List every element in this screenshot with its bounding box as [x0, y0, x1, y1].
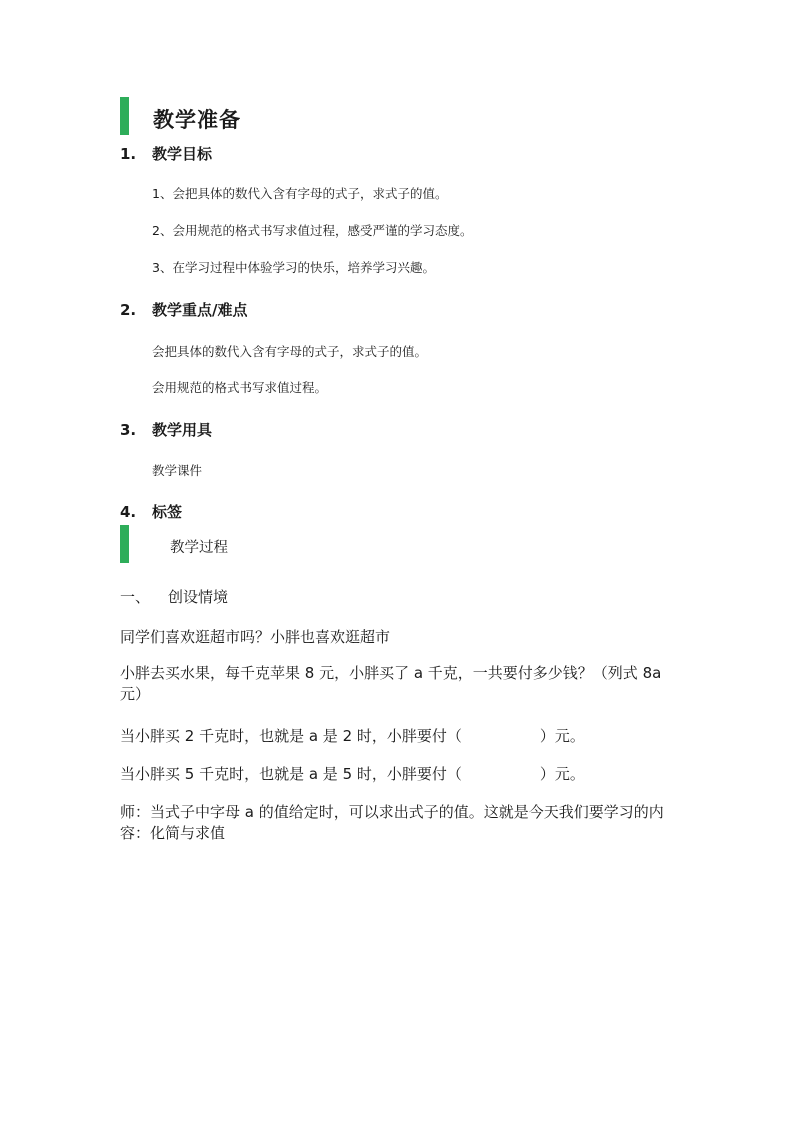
- section-number: 3.: [120, 421, 137, 439]
- part-title: 创设情境: [168, 588, 229, 606]
- section-accent-bar: [120, 525, 129, 563]
- section-title: 教学过程: [170, 540, 228, 556]
- section-heading-label: 教学目标: [152, 145, 213, 163]
- question-text: 当小胖买 2 千克时，也就是 a 是 2 时，小胖要付（: [120, 727, 462, 745]
- section-heading-keypoints: [120, 299, 247, 320]
- section-heading-tags: [120, 501, 182, 522]
- section-heading-goals: [120, 143, 212, 164]
- part-number: 一、: [120, 588, 151, 606]
- list-item: 会用规范的格式书写求值过程。: [152, 380, 328, 395]
- list-item: 2、会用规范的格式书写求值过程，感受严谨的学习态度。: [152, 223, 473, 238]
- part-heading: [120, 586, 228, 607]
- section-number: 2.: [120, 301, 137, 319]
- page-title: 教学准备: [153, 108, 241, 132]
- section-number: 1.: [120, 145, 137, 163]
- section-heading-label: 教学用具: [152, 421, 213, 439]
- list-item: 教学课件: [152, 463, 203, 478]
- list-item: 会把具体的数代入含有字母的式子，求式子的值。: [152, 344, 428, 359]
- section-heading-tools: [120, 419, 212, 440]
- section-number: 4.: [120, 503, 137, 521]
- paragraph: 师：当式子中字母 a 的值给定时，可以求出式子的值。这就是今天我们要学习的内容：化简与求值: [120, 803, 664, 842]
- section-heading-label: 教学重点/难点: [152, 301, 248, 319]
- fill-in-question: [120, 725, 585, 746]
- question-text: 当小胖买 5 千克时，也就是 a 是 5 时，小胖要付（: [120, 765, 462, 783]
- paragraph: 同学们喜欢逛超市吗？小胖也喜欢逛超市: [120, 628, 391, 646]
- paragraph: 小胖去买水果，每千克苹果 8 元，小胖买了 a 千克，一共要付多少钱？（列式 8a 元）: [120, 664, 662, 703]
- question-suffix: ）元。: [539, 727, 585, 745]
- list-item: 3、在学习过程中体验学习的快乐，培养学习兴趣。: [152, 260, 435, 275]
- section-heading-label: 标签: [152, 503, 183, 521]
- section-accent-bar: [120, 97, 129, 135]
- question-suffix: ）元。: [539, 765, 585, 783]
- fill-in-question: [120, 763, 585, 784]
- list-item: 1、会把具体的数代入含有字母的式子，求式子的值。: [152, 186, 448, 201]
